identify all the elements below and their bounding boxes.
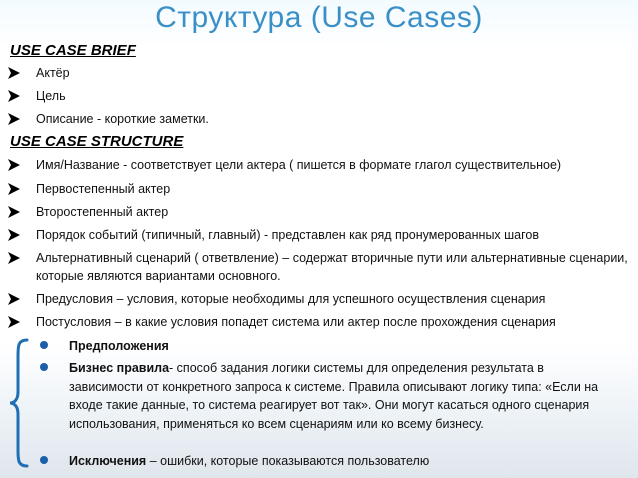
arrow-bullet-icon <box>8 67 20 79</box>
arrow-bullet-icon <box>8 90 20 102</box>
arrow-bullet-icon <box>8 316 20 328</box>
structure-item-label: Порядок событий (типичный, главный) - представлен как ряд пронумерованных шагов <box>36 228 540 242</box>
structure-item-label: Постусловия – в какие условия попадет система или актер после прохождения сценария <box>36 315 556 329</box>
structure-item-label: Второстепенный актер <box>36 205 169 219</box>
arrow-bullet-icon <box>8 183 20 195</box>
brief-item-label: Описание - короткие заметки. <box>36 112 209 126</box>
round-bullet-icon <box>40 456 48 464</box>
arrow-bullet-icon <box>8 293 20 305</box>
curly-brace-icon <box>8 338 30 468</box>
round-bullet-icon <box>40 341 48 349</box>
sub-item-text: – ошибки, которые показываются пользователю <box>146 454 430 468</box>
slide-title: Структура (Use Cases) <box>155 1 483 34</box>
sub-item-title: Исключения <box>69 454 147 468</box>
brief-item-label: Актёр <box>36 66 70 80</box>
round-bullet-icon <box>40 363 48 371</box>
structure-heading: USE CASE STRUCTURE <box>10 133 184 150</box>
sub-item-title: Предположения <box>69 339 169 353</box>
arrow-bullet-icon <box>8 252 20 264</box>
structure-item-label: Первостепенный актер <box>36 182 171 196</box>
arrow-bullet-icon <box>8 229 20 241</box>
arrow-bullet-icon <box>8 113 20 125</box>
arrow-bullet-icon <box>8 159 20 171</box>
structure-item-label: Альтернативный сценарий ( ответвление) – содержат вторичные пути или альтернативные сценарии, которые являются вариантами основного. <box>36 251 628 283</box>
sub-item-title: Бизнес правила <box>69 361 170 375</box>
brief-item-label: Цель <box>36 89 66 103</box>
arrow-bullet-icon <box>8 206 20 218</box>
structure-item-label: Предусловия – условия, которые необходимы для успешного осуществления сценария <box>36 292 546 306</box>
sub-item-text: - способ задания логики системы для определения результата в зависимости от конкретного запроса к системе. Правила описывают логику типа: «Если на входе такие данные, то система реагирует вот так». Они могут касаться одного сценария использования, применяться ко всем сценариям или ко всему бизнесу. <box>69 361 599 431</box>
structure-item-label: Имя/Название - соответствует цели актера ( пишется в формате глагол существительное) <box>36 158 562 172</box>
brief-heading: USE CASE BRIEF <box>10 42 136 59</box>
